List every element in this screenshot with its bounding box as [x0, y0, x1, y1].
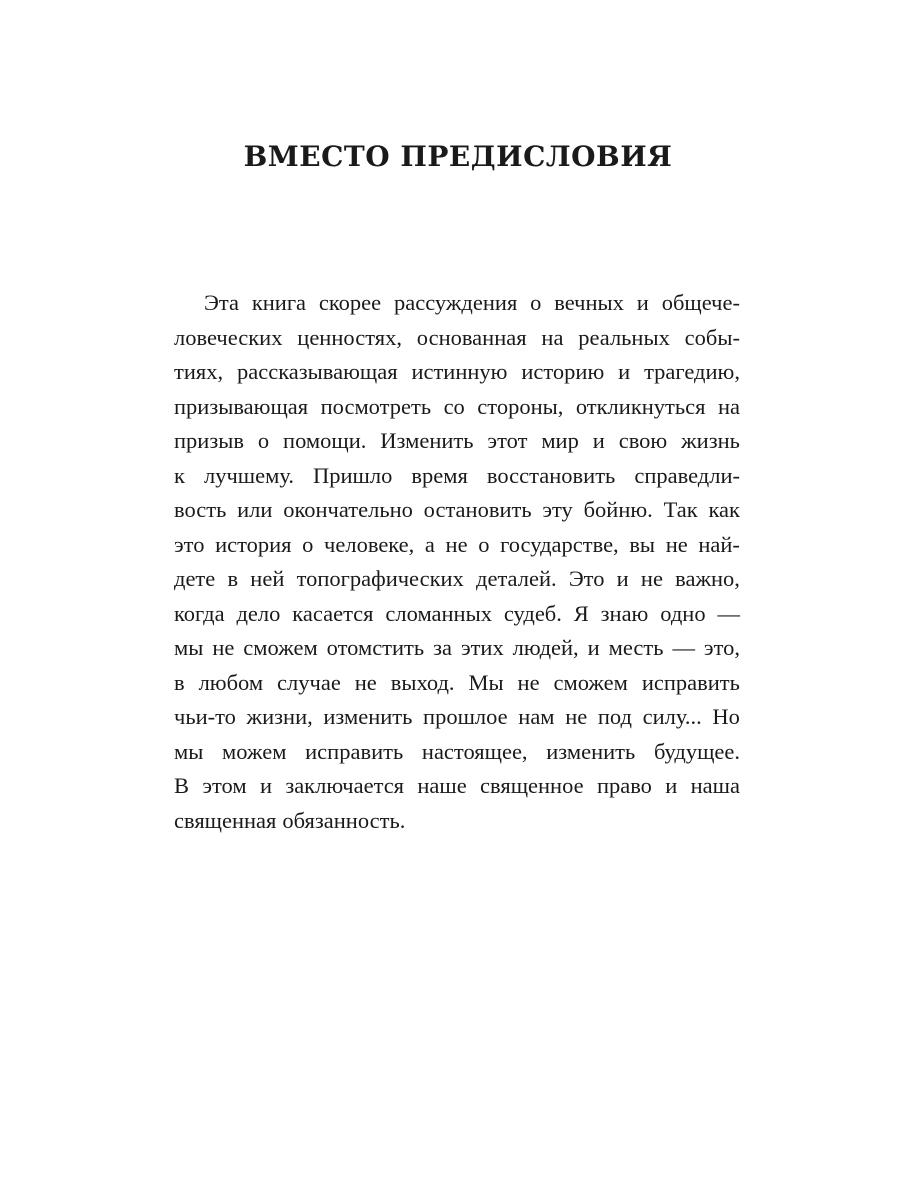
body-paragraph: [174, 286, 740, 838]
paragraph-line: ловеческих ценностях, основанная на реальных собы-: [174, 324, 740, 350]
paragraph-line: в любом случае не выход. Мы не сможем исправить: [174, 669, 740, 695]
paragraph-line: В этом и заключается наше священное право и наша: [174, 773, 740, 798]
paragraph-line: это история о человеке, а не о государстве, вы не най-: [174, 531, 740, 557]
paragraph-line: вость или окончательно остановить эту бойню. Так как: [174, 497, 740, 522]
paragraph-line: призыв о помощи. Изменить этот мир и свою жизнь: [174, 428, 740, 453]
paragraph-line: священная обязанность.: [174, 807, 406, 833]
chapter-title: ВМЕСТО ПРЕДИСЛОВИЯ: [243, 140, 673, 173]
paragraph-line: тиях, рассказывающая истинную историю и трагедию,: [174, 359, 740, 384]
paragraph-line: мы можем исправить настоящее, изменить будущее.: [174, 738, 740, 764]
paragraph-line: когда дело касается сломанных судеб. Я знаю одно —: [174, 600, 740, 626]
paragraph-line: дете в ней топографических деталей. Это и не важно,: [174, 566, 740, 591]
paragraph-line: мы не сможем отомстить за этих людей, и месть — это,: [174, 635, 740, 660]
paragraph-line: Эта книга скорее рассуждения о вечных и общече-: [204, 290, 740, 315]
paragraph-line: чьи-то жизни, изменить прошлое нам не под силу... Но: [174, 704, 740, 729]
paragraph-line: к лучшему. Пришло время восстановить справедли-: [174, 462, 740, 488]
paragraph-line: призывающая посмотреть со стороны, откликнуться на: [174, 393, 740, 419]
